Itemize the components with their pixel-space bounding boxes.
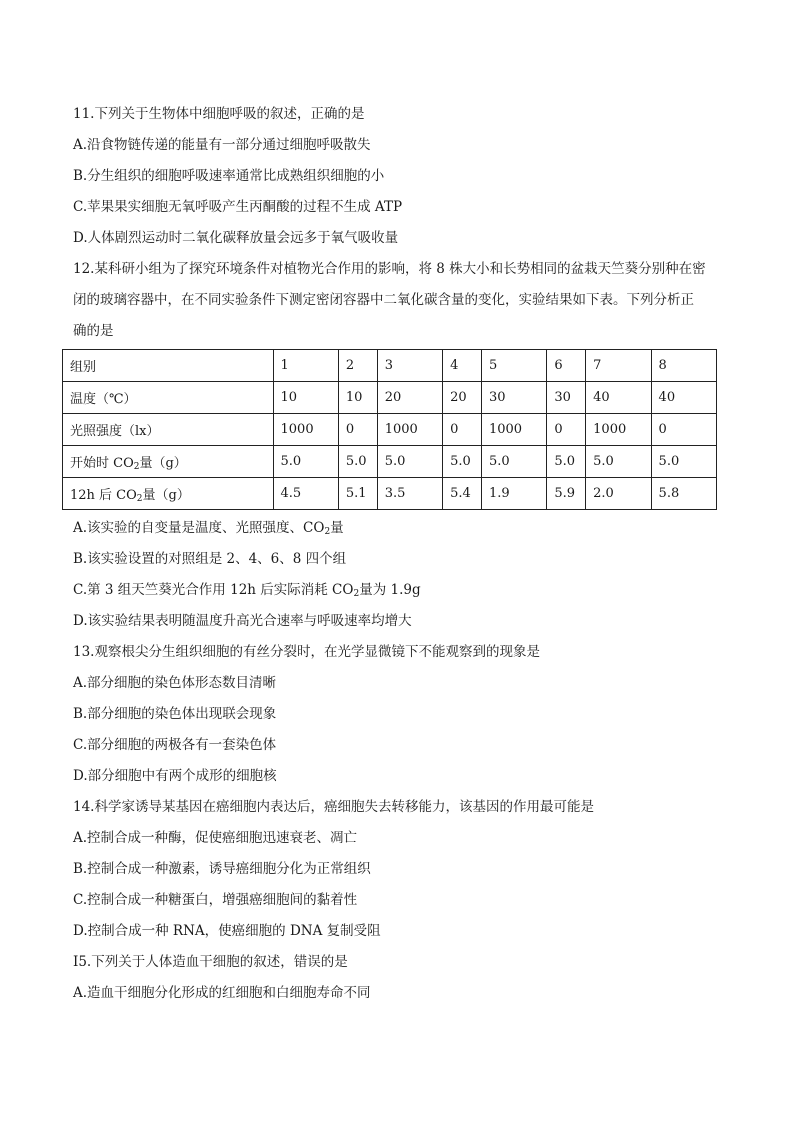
- table-cell: 5.0: [273, 446, 338, 478]
- q12-option-c: [73, 580, 723, 611]
- table-cell: 1000: [377, 414, 442, 446]
- q14-option-b: B.控制合成一种激素，诱导癌细胞分化为正常组织: [73, 861, 371, 877]
- table-cell: 1000: [586, 414, 651, 446]
- q11-option-d: D.人体剧烈运动时二氧化碳释放量会远多于氧气吸收量: [73, 230, 399, 246]
- q12-option-d: D.该实验结果表明随温度升高光合速率与呼吸速率均增大: [73, 613, 412, 629]
- option-text-tail: 量为 1.9g: [359, 582, 421, 598]
- table-cell: 5.0: [651, 446, 716, 478]
- table-row: [63, 414, 717, 446]
- table-cell: 10: [273, 382, 338, 414]
- row-label: [63, 478, 274, 510]
- table-cell: 3: [377, 350, 442, 382]
- table-cell: 8: [651, 350, 716, 382]
- q13-option-d: D.部分细胞中有两个成形的细胞核: [73, 768, 277, 784]
- table-cell: 5.0: [338, 446, 377, 478]
- q13-option-c: C.部分细胞的两极各有一套染色体: [73, 737, 277, 753]
- q12-option-a: [73, 518, 723, 549]
- row-label: 组别: [63, 350, 274, 382]
- table-cell: 6: [547, 350, 586, 382]
- option-subscript: 2: [324, 527, 331, 537]
- q12-option-b: B.该实验设置的对照组是 2、4、6、8 四个组: [73, 551, 347, 567]
- q11-option-b: B.分生组织的细胞呼吸速率通常比成熟组织细胞的小: [73, 168, 385, 184]
- q13-option-b: B.部分细胞的染色体出现联会现象: [73, 706, 277, 722]
- experiment-table: [62, 349, 717, 510]
- table-cell: 40: [651, 382, 716, 414]
- option-text-tail: 量: [330, 520, 344, 536]
- q14-stem: 14.科学家诱导某基因在癌细胞内表达后，癌细胞失去转移能力，该基因的作用最可能是: [73, 799, 594, 815]
- row-label-subscript: 2: [136, 493, 143, 504]
- option-subscript: 2: [353, 589, 360, 599]
- table-cell: 4: [443, 350, 482, 382]
- table-cell: 5.8: [651, 478, 716, 510]
- q13-option-a: A.部分细胞的染色体形态数目清晰: [73, 675, 277, 691]
- table-cell: 1: [273, 350, 338, 382]
- table-cell: 5.0: [443, 446, 482, 478]
- option-text: C.第 3 组天竺葵光合作用 12h 后实际消耗 CO: [73, 582, 354, 598]
- q14-option-c: C.控制合成一种糖蛋白，增强癌细胞间的黏着性: [73, 892, 358, 908]
- table-cell: 5.9: [547, 478, 586, 510]
- q15-option-a: A.造血干细胞分化形成的红细胞和白细胞寿命不同: [73, 985, 371, 1001]
- table-cell: 4.5: [273, 478, 338, 510]
- row-label-text: 12h 后 CO: [70, 487, 137, 503]
- option-text: A.该实验的自变量是温度、光照强度、CO: [73, 520, 325, 536]
- row-label-unit: 量（g）: [142, 487, 190, 503]
- table-cell: 0: [651, 414, 716, 446]
- table-cell: 1.9: [481, 478, 546, 510]
- table-cell: 10: [338, 382, 377, 414]
- q14-option-d: D.控制合成一种 RNA，使癌细胞的 DNA 复制受阻: [73, 923, 381, 939]
- q13-stem: 13.观察根尖分生组织细胞的有丝分裂时，在光学显微镜下不能观察到的现象是: [73, 644, 540, 660]
- table-cell: 30: [481, 382, 546, 414]
- row-label: 温度（℃）: [63, 382, 274, 414]
- table-cell: 2.0: [586, 478, 651, 510]
- table-cell: 40: [586, 382, 651, 414]
- table-cell: 30: [547, 382, 586, 414]
- table-cell: 5.0: [377, 446, 442, 478]
- q11-stem: 11.下列关于生物体中细胞呼吸的叙述，正确的是: [73, 106, 365, 122]
- table-cell: 3.5: [377, 478, 442, 510]
- q11-option-c: C.苹果果实细胞无氧呼吸产生丙酮酸的过程不生成 ATP: [73, 199, 403, 215]
- table-cell: 5.0: [547, 446, 586, 478]
- table-cell: 5.0: [481, 446, 546, 478]
- table-cell: 5.1: [338, 478, 377, 510]
- row-label-unit: 量（g）: [139, 455, 187, 471]
- row-label-text: 开始时 CO: [70, 455, 134, 471]
- row-label: [63, 446, 274, 478]
- table-cell: 0: [547, 414, 586, 446]
- table-cell: 1000: [481, 414, 546, 446]
- table-cell: 0: [443, 414, 482, 446]
- row-label: 光照强度（lx）: [63, 414, 274, 446]
- q15-stem: I5.下列关于人体造血干细胞的叙述，错误的是: [73, 954, 348, 970]
- q12-stem-line-2: 闭的玻璃容器中，在不同实验条件下测定密闭容器中二氧化碳含量的变化，实验结果如下表。下列分析正: [73, 292, 694, 308]
- table-cell: 5.0: [586, 446, 651, 478]
- table-cell: 0: [338, 414, 377, 446]
- table-row: [63, 350, 717, 382]
- table-cell: 20: [377, 382, 442, 414]
- q12-stem-line-3: 确的是: [73, 323, 114, 339]
- table-cell: 7: [586, 350, 651, 382]
- q14-option-a: A.控制合成一种酶，促使癌细胞迅速衰老、凋亡: [73, 830, 358, 846]
- q11-option-a: A.沿食物链传递的能量有一部分通过细胞呼吸散失: [73, 137, 371, 153]
- table-cell: 5: [481, 350, 546, 382]
- row-label-subscript: 2: [133, 461, 140, 472]
- table-cell: 2: [338, 350, 377, 382]
- table-row: [63, 446, 717, 478]
- table-cell: 1000: [273, 414, 338, 446]
- exam-page: [70, 104, 723, 1014]
- table-row: [63, 478, 717, 510]
- table-cell: 20: [443, 382, 482, 414]
- q12-stem-line-1: 12.某科研小组为了探究环境条件对植物光合作用的影响，将 8 株大小和长势相同的盆栽天竺葵分别种在密: [73, 261, 706, 277]
- table-row: [63, 382, 717, 414]
- table-cell: 5.4: [443, 478, 482, 510]
